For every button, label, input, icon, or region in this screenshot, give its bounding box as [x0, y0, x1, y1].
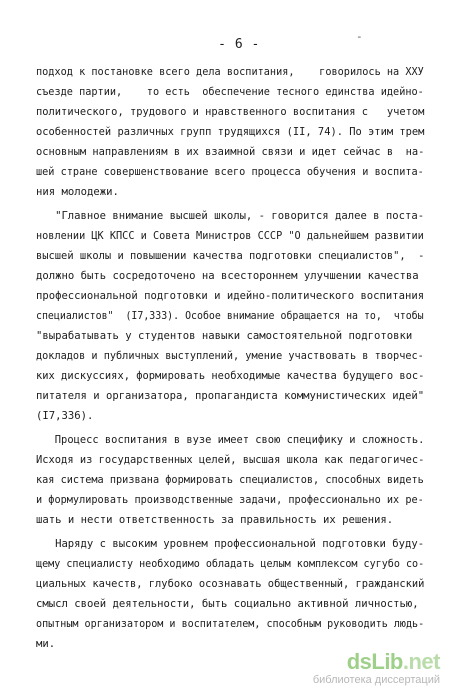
text-line: "вырабатывать у студентов навыки самостоятельной подготовки: [36, 330, 413, 342]
text-line: подход к постановке всего дела воспитания, говорилось на XXУ: [36, 66, 424, 78]
text-line: питателя и организатора, пропагандиста коммунистических идей": [36, 390, 425, 402]
text-line: ми.: [36, 638, 56, 650]
text-line: кая система призвана формировать специалистов, способных видеть: [36, 474, 424, 486]
text-line: (I7,336).: [36, 410, 94, 422]
text-line: шей стране совершенствование всего процесса обучения и воспита-: [36, 166, 424, 178]
text-line: смысл своей деятельности, быть социально активной личностью,: [36, 598, 419, 610]
text-line: новлении ЦК КПСС и Совета Министров СССР "О дальнейшем развитии: [36, 230, 424, 242]
text-line: Наряду с высоким уровнем профессиональной подготовки буду-: [36, 538, 425, 550]
text-line: специалистов" (I7,333). Особое внимание обращается на то, чтобы: [36, 310, 424, 322]
watermark[interactable]: [313, 651, 440, 686]
text-line: особенностей различных групп трудящихся (II, 74). По этим трем: [36, 126, 425, 138]
text-line: должно быть сосредоточено на всестороннем улучшении качества: [36, 270, 419, 282]
text-line: ких дискуссиях, формировать необходимые качества будущего вос-: [36, 370, 425, 382]
watermark-logo-domain: .net: [402, 649, 440, 674]
text-line: ния молодежи.: [36, 186, 119, 198]
corner-mark: -: [356, 30, 363, 43]
text-line: циальных качеств, глубоко осознавать общественный, гражданский: [36, 578, 425, 590]
text-line: высшей школы и повышении качества подготовки специалистов", -: [36, 250, 425, 262]
text-line: докладов и публичных выступлений, умение участвовать в творчес-: [36, 350, 424, 362]
text-line: и формулировать производственные задачи, профессионально их ре-: [36, 494, 424, 506]
text-line: "Главное внимание высшей школы, - говорится далее в поста-: [36, 210, 425, 222]
watermark-logo[interactable]: [313, 651, 440, 673]
text-line: щему специалисту необходимо обладать целым комплексом сугубо со-: [36, 558, 425, 570]
text-line: политического, трудового и нравственного воспитания с учетом: [36, 106, 425, 118]
page-number: - 6 -: [218, 37, 260, 52]
text-line: съезде партии, то есть обеспечение тесного единства идейно-: [36, 86, 424, 98]
text-line: профессиональной подготовки и идейно-политического воспитания: [36, 290, 425, 302]
text-line: опытным организатором и воспитателем, способным руководить людь-: [36, 618, 425, 630]
watermark-logo-main: dsLib: [346, 649, 403, 674]
text-line: Исходя из государственных целей, высшая школа как педагогичес-: [36, 454, 425, 466]
text-line: Процесс воспитания в вузе имеет свою специфику и сложность.: [36, 434, 425, 446]
watermark-subtitle: библиотека диссертаций: [312, 674, 440, 686]
text-line: шать и нести ответственность за правильность их решения.: [36, 514, 394, 526]
text-line: основным направлениям в их взаимной связи и идет сейчас в на-: [36, 146, 425, 158]
